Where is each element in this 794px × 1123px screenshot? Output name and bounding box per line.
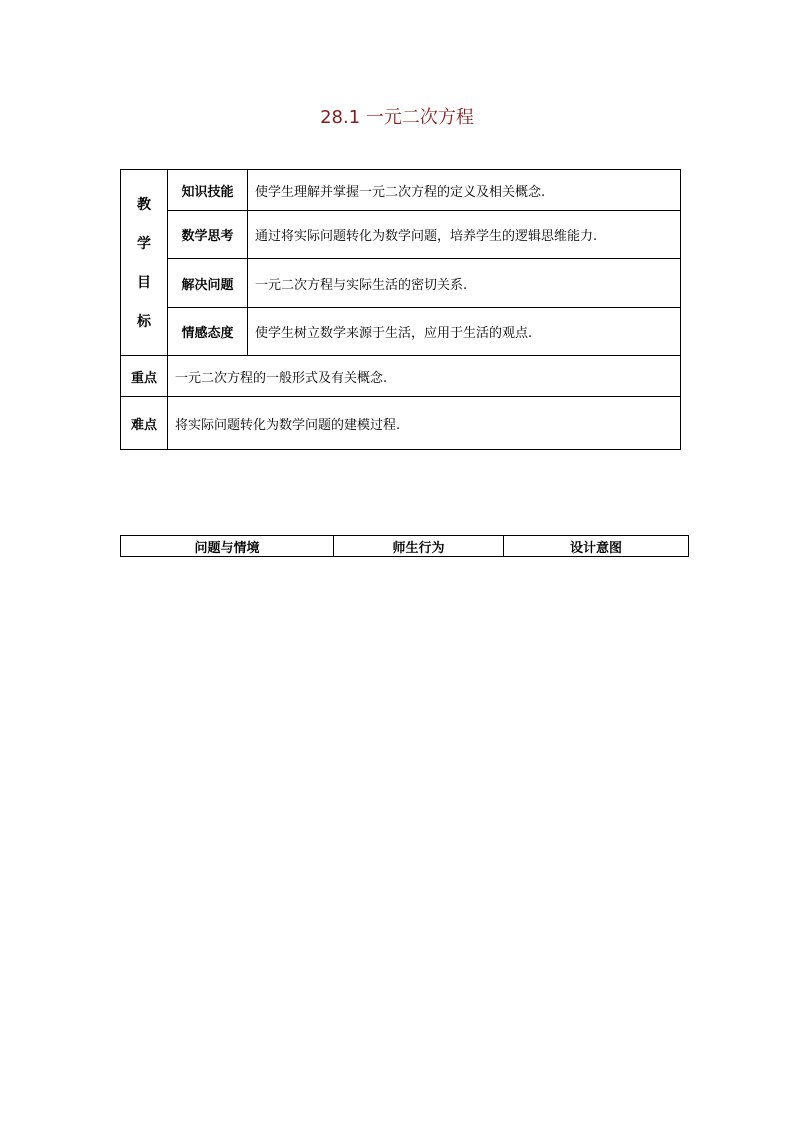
header-problem-situation: 问题与情境 xyxy=(121,536,334,557)
key-point-text: 一元二次方程的一般形式及有关概念. xyxy=(168,356,681,397)
objective-category: 知识技能 xyxy=(168,170,248,211)
table-row xyxy=(121,308,681,356)
teaching-objectives-table xyxy=(120,169,681,450)
table-header-row xyxy=(121,536,689,557)
side-char: 标 xyxy=(137,314,151,330)
objective-category: 数学思考 xyxy=(168,211,248,259)
objective-text: 使学生树立数学来源于生活，应用于生活的观点. xyxy=(248,308,681,356)
table-row xyxy=(121,397,681,450)
side-char: 教 xyxy=(137,197,151,213)
header-design-intent: 设计意图 xyxy=(504,536,689,557)
side-char: 目 xyxy=(137,275,151,291)
table-row xyxy=(121,259,681,308)
teaching-objectives-label xyxy=(121,170,168,356)
table-row xyxy=(121,356,681,397)
side-char: 学 xyxy=(137,236,151,252)
difficulty-label: 难点 xyxy=(121,397,168,450)
teaching-process-table xyxy=(120,535,689,557)
difficulty-text: 将实际问题转化为数学问题的建模过程. xyxy=(168,397,681,450)
key-point-label: 重点 xyxy=(121,356,168,397)
objective-category: 情感态度 xyxy=(168,308,248,356)
table-row xyxy=(121,170,681,211)
page-title: 28.1 一元二次方程 xyxy=(320,107,474,128)
table-row xyxy=(121,211,681,259)
objective-category: 解决问题 xyxy=(168,259,248,308)
objective-text: 使学生理解并掌握一元二次方程的定义及相关概念. xyxy=(248,170,681,211)
objective-text: 通过将实际问题转化为数学问题，培养学生的逻辑思维能力. xyxy=(248,211,681,259)
objective-text: 一元二次方程与实际生活的密切关系. xyxy=(248,259,681,308)
header-teacher-student-behavior: 师生行为 xyxy=(334,536,504,557)
